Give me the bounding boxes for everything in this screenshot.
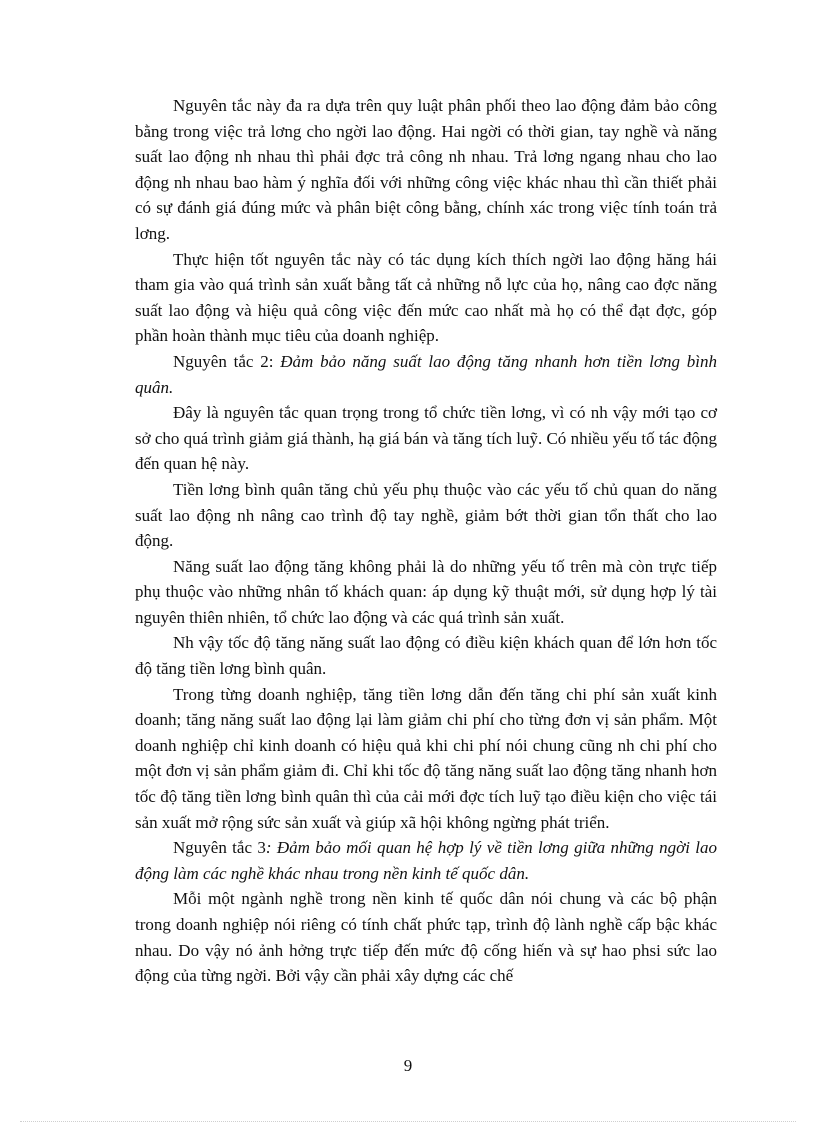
paragraph-7: Nh vậy tốc độ tăng năng suất lao động có điều kiện khách quan để lớn hơn tốc độ tăng tiền lơng bình quân. (135, 633, 717, 679)
principle-3-lead: Nguyên tắc 3 (173, 838, 266, 858)
paragraph-2: Thực hiện tốt nguyên tắc này có tác dụng kích thích ngời lao động hăng hái tham gia vào quá trình sản xuất bằng tất cả những nỗ lực của họ, nâng cao đợc năng suất lao động và hiệu quả công việc đến mức cao nhất mà họ có thể đạt đợc, góp phần hoàn thành mục tiêu của doanh nghiệp. (135, 249, 717, 346)
paragraph-8: Trong từng doanh nghiệp, tăng tiền lơng dẫn đến tăng chi phí sản xuất kinh doanh; tăng năng suất lao động lại làm giảm chi phí cho từng đơn vị sản phẩm. Một doanh nghiệp chỉ kinh doanh có hiệu quả khi chi phí nói chung cũng nh chi phí cho một đơn vị sản phẩm giảm đi. Chỉ khi tốc độ tăng năng suất lao động tăng nhanh hơn tốc độ tăng tiền lơng bình quân thì của cải mới đợc tích luỹ tạo điều kiện cho việc tái sản xuất mở rộng sức sản xuất và giúp xã hội không ngừng phát triển. (135, 684, 717, 832)
principle-2-lead: Nguyên tắc 2: (173, 351, 281, 371)
principle-2-heading (135, 349, 717, 400)
paragraph-1: Nguyên tắc này đa ra dựa trên quy luật phân phối theo lao động đảm bảo công bằng trong việc trả lơng cho ngời lao động. Hai ngời có thời gian, tay nghề và năng suất lao động nh nhau thì phải đợc trả công nh nhau. Trả lơng ngang nhau cho lao động nh nhau bao hàm ý nghĩa đối với những công việc khác nhau thì cần thiết phải có sự đánh giá đúng mức và phân biệt công bằng, chính xác trong việc tính toán trả lơng. (135, 96, 717, 243)
paragraph-5: Tiền lơng bình quân tăng chủ yếu phụ thuộc vào các yếu tố chủ quan do năng suất lao động nh nâng cao trình độ tay nghề, giảm bớt thời gian tổn thất cho lao động. (135, 479, 717, 551)
principle-3-title: : Đảm bảo mối quan hệ hợp lý về tiền lơng giữa những ngời lao động làm các nghề khác nhau trong nền kinh tế quốc dân. (135, 838, 717, 883)
principle-3-heading (135, 835, 717, 886)
principle-2-title: Đảm bảo năng suất lao động tăng nhanh hơn tiền lơng bình quân. (135, 351, 717, 397)
paragraph-10: Mỗi một ngành nghề trong nền kinh tế quốc dân nói chung và các bộ phận trong doanh nghiệp nói riêng có tính chất phức tạp, trình độ lành nghề cấp bậc khác nhau. Do vậy nó ảnh hởng trực tiếp đến mức độ cống hiến và sự hao phsi sức lao động của từng ngời. Bởi vậy cần phải xây dựng các chế (135, 889, 717, 986)
document-body (135, 93, 717, 989)
page-bottom-divider (20, 1121, 796, 1122)
paragraph-4: Đây là nguyên tắc quan trọng trong tổ chức tiền lơng, vì có nh vậy mới tạo cơ sở cho quá trình giảm giá thành, hạ giá bán và tăng tích luỹ. Có nhiều yếu tố tác động đến quan hệ này. (135, 403, 717, 474)
page-number: 9 (403, 1056, 413, 1075)
paragraph-6: Năng suất lao động tăng không phải là do những yếu tố trên mà còn trực tiếp phụ thuộc vào những nhân tố khách quan: áp dụng kỹ thuật mới, sử dụng hợp lý tài nguyên thiên nhiên, tổ chức lao động và các quá trình sản xuất. (135, 556, 717, 627)
